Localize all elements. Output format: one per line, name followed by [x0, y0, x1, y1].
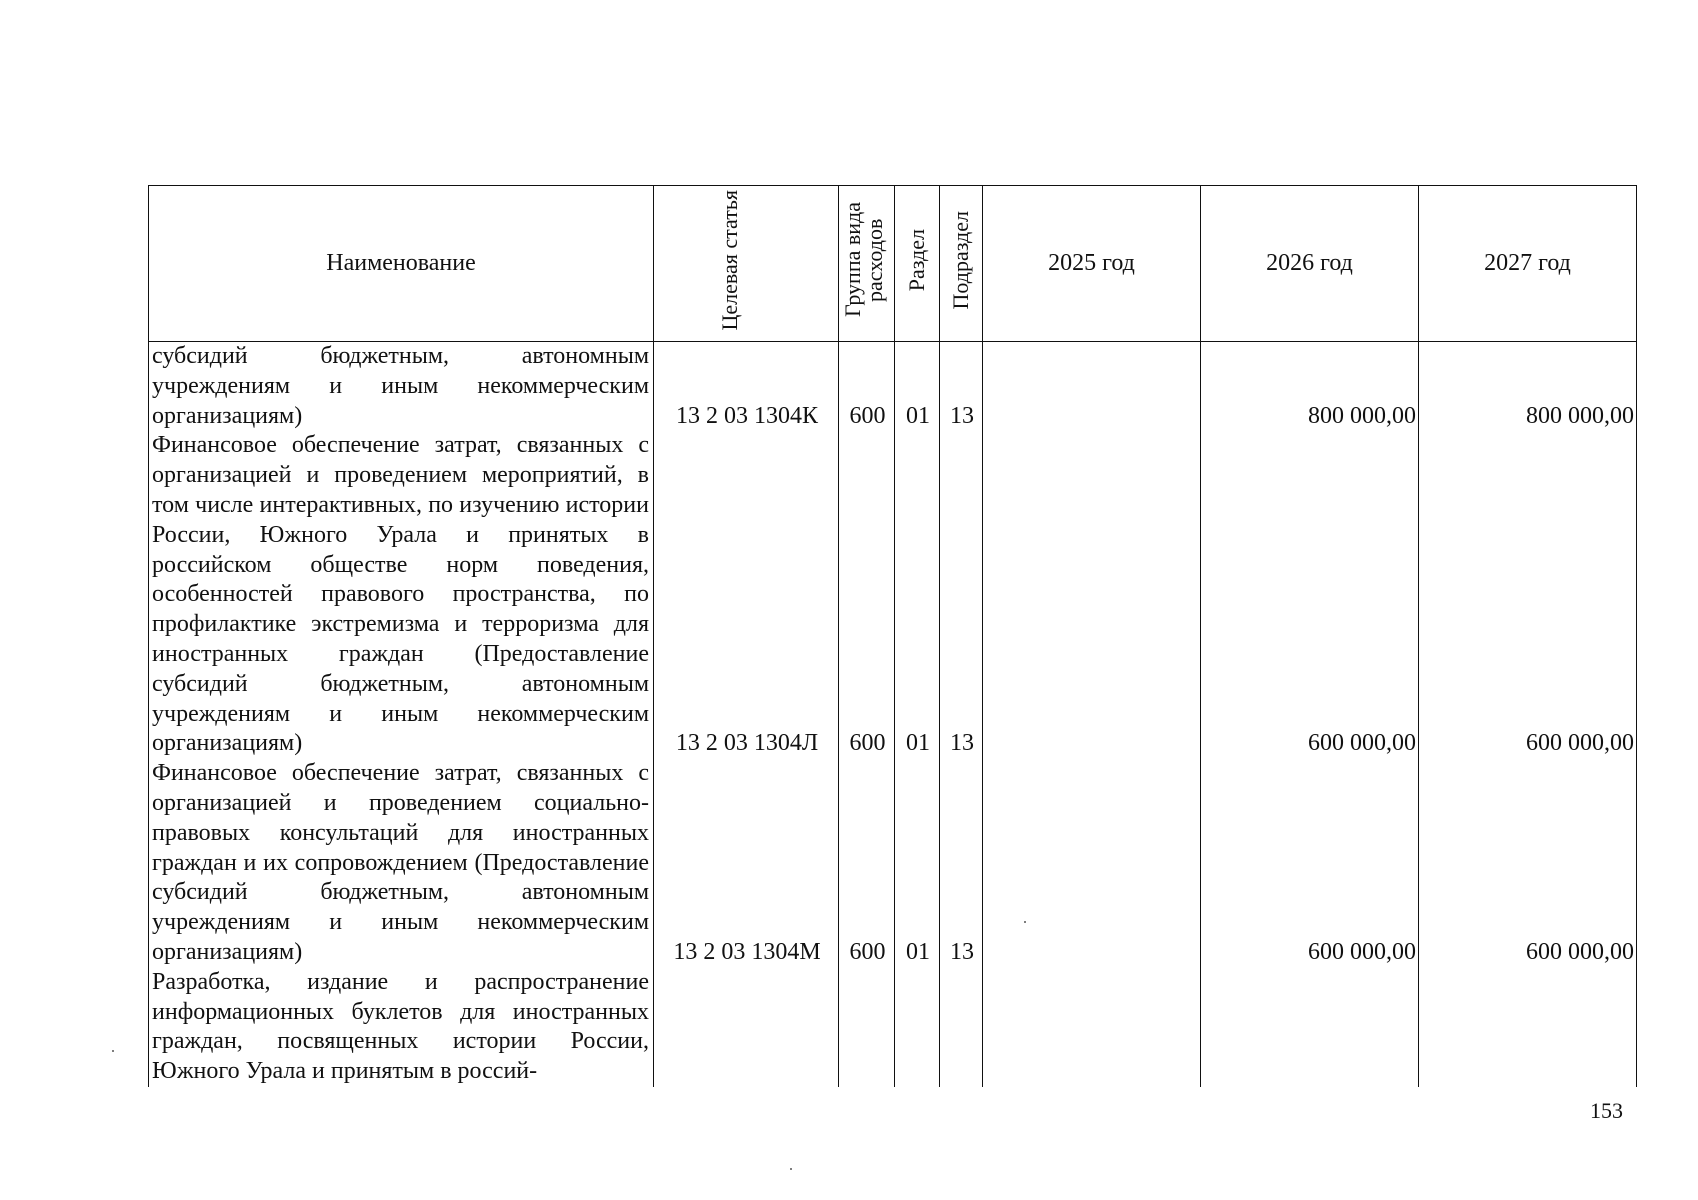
page-number: 153: [1590, 1098, 1623, 1123]
row-name: субсидий бюджетным, автономным учреждениям и иным некоммерческим организациям): [149, 342, 654, 432]
row-subsection: 13: [940, 342, 983, 432]
row-amount-2025: [983, 759, 1201, 968]
row-target-article: 13 2 03 1304М: [654, 759, 839, 968]
table-row: [149, 342, 1637, 432]
row-expense-group: [839, 968, 895, 1087]
header-name: Наименование: [149, 186, 654, 342]
row-target-article: [654, 968, 839, 1087]
row-expense-group: 600: [839, 431, 895, 759]
row-amount-2027: 800 000,00: [1419, 342, 1637, 432]
row-subsection: [940, 968, 983, 1087]
header-2026: 2026 год: [1201, 186, 1419, 342]
row-amount-2025: [983, 968, 1201, 1087]
row-amount-2026: [1201, 968, 1419, 1087]
row-amount-2026: 800 000,00: [1201, 342, 1419, 432]
table-row: [149, 968, 1637, 1087]
header-section: Раздел: [895, 186, 940, 342]
row-name: Финансовое обеспечение затрат, связанных с организацией и проведением мероприятий, в том числе интерактивных, по изучению истории России, Южного Урала и принятых в российском обществе норм поведения, особенностей правового пространства, по профилактике экстремизма и терроризма для иностранных граждан (Предоставление субсидий бюджетным, автономным учреждениям и иным некоммерческим организациям): [149, 431, 654, 759]
header-2025: 2025 год: [983, 186, 1201, 342]
row-subsection: 13: [940, 759, 983, 968]
scan-speck: [1024, 921, 1026, 923]
row-subsection: 13: [940, 431, 983, 759]
row-expense-group: 600: [839, 342, 895, 432]
row-amount-2027: 600 000,00: [1419, 759, 1637, 968]
scan-speck: [112, 1050, 114, 1052]
header-subsection: Подраздел: [940, 186, 983, 342]
row-amount-2027: [1419, 968, 1637, 1087]
budget-table: [148, 185, 1637, 1087]
row-section: 01: [895, 342, 940, 432]
row-amount-2025: [983, 342, 1201, 432]
row-amount-2025: [983, 431, 1201, 759]
header-target-article: Целевая статья: [654, 186, 839, 342]
row-expense-group: 600: [839, 759, 895, 968]
row-section: [895, 968, 940, 1087]
row-amount-2026: 600 000,00: [1201, 759, 1419, 968]
row-amount-2027: 600 000,00: [1419, 431, 1637, 759]
row-name: Разработка, издание и распространение информационных буклетов для иностранных граждан, посвященных истории России, Южного Урала и принятым в россий-: [149, 968, 654, 1087]
row-target-article: 13 2 03 1304Л: [654, 431, 839, 759]
row-target-article: 13 2 03 1304К: [654, 342, 839, 432]
header-2027: 2027 год: [1419, 186, 1637, 342]
row-section: 01: [895, 431, 940, 759]
row-amount-2026: 600 000,00: [1201, 431, 1419, 759]
table-row: [149, 431, 1637, 759]
table-row: [149, 759, 1637, 968]
scan-speck: [790, 1168, 792, 1170]
header-expense-group: Группа вида расходов: [839, 186, 895, 342]
row-name: Финансовое обеспечение затрат, связанных с организацией и проведением социально-правовых консультаций для иностранных граждан и их сопровождением (Предоставление субсидий бюджетным, автономным учреждениям и иным некоммерческим организациям): [149, 759, 654, 968]
table-header-row: [149, 186, 1637, 342]
row-section: 01: [895, 759, 940, 968]
